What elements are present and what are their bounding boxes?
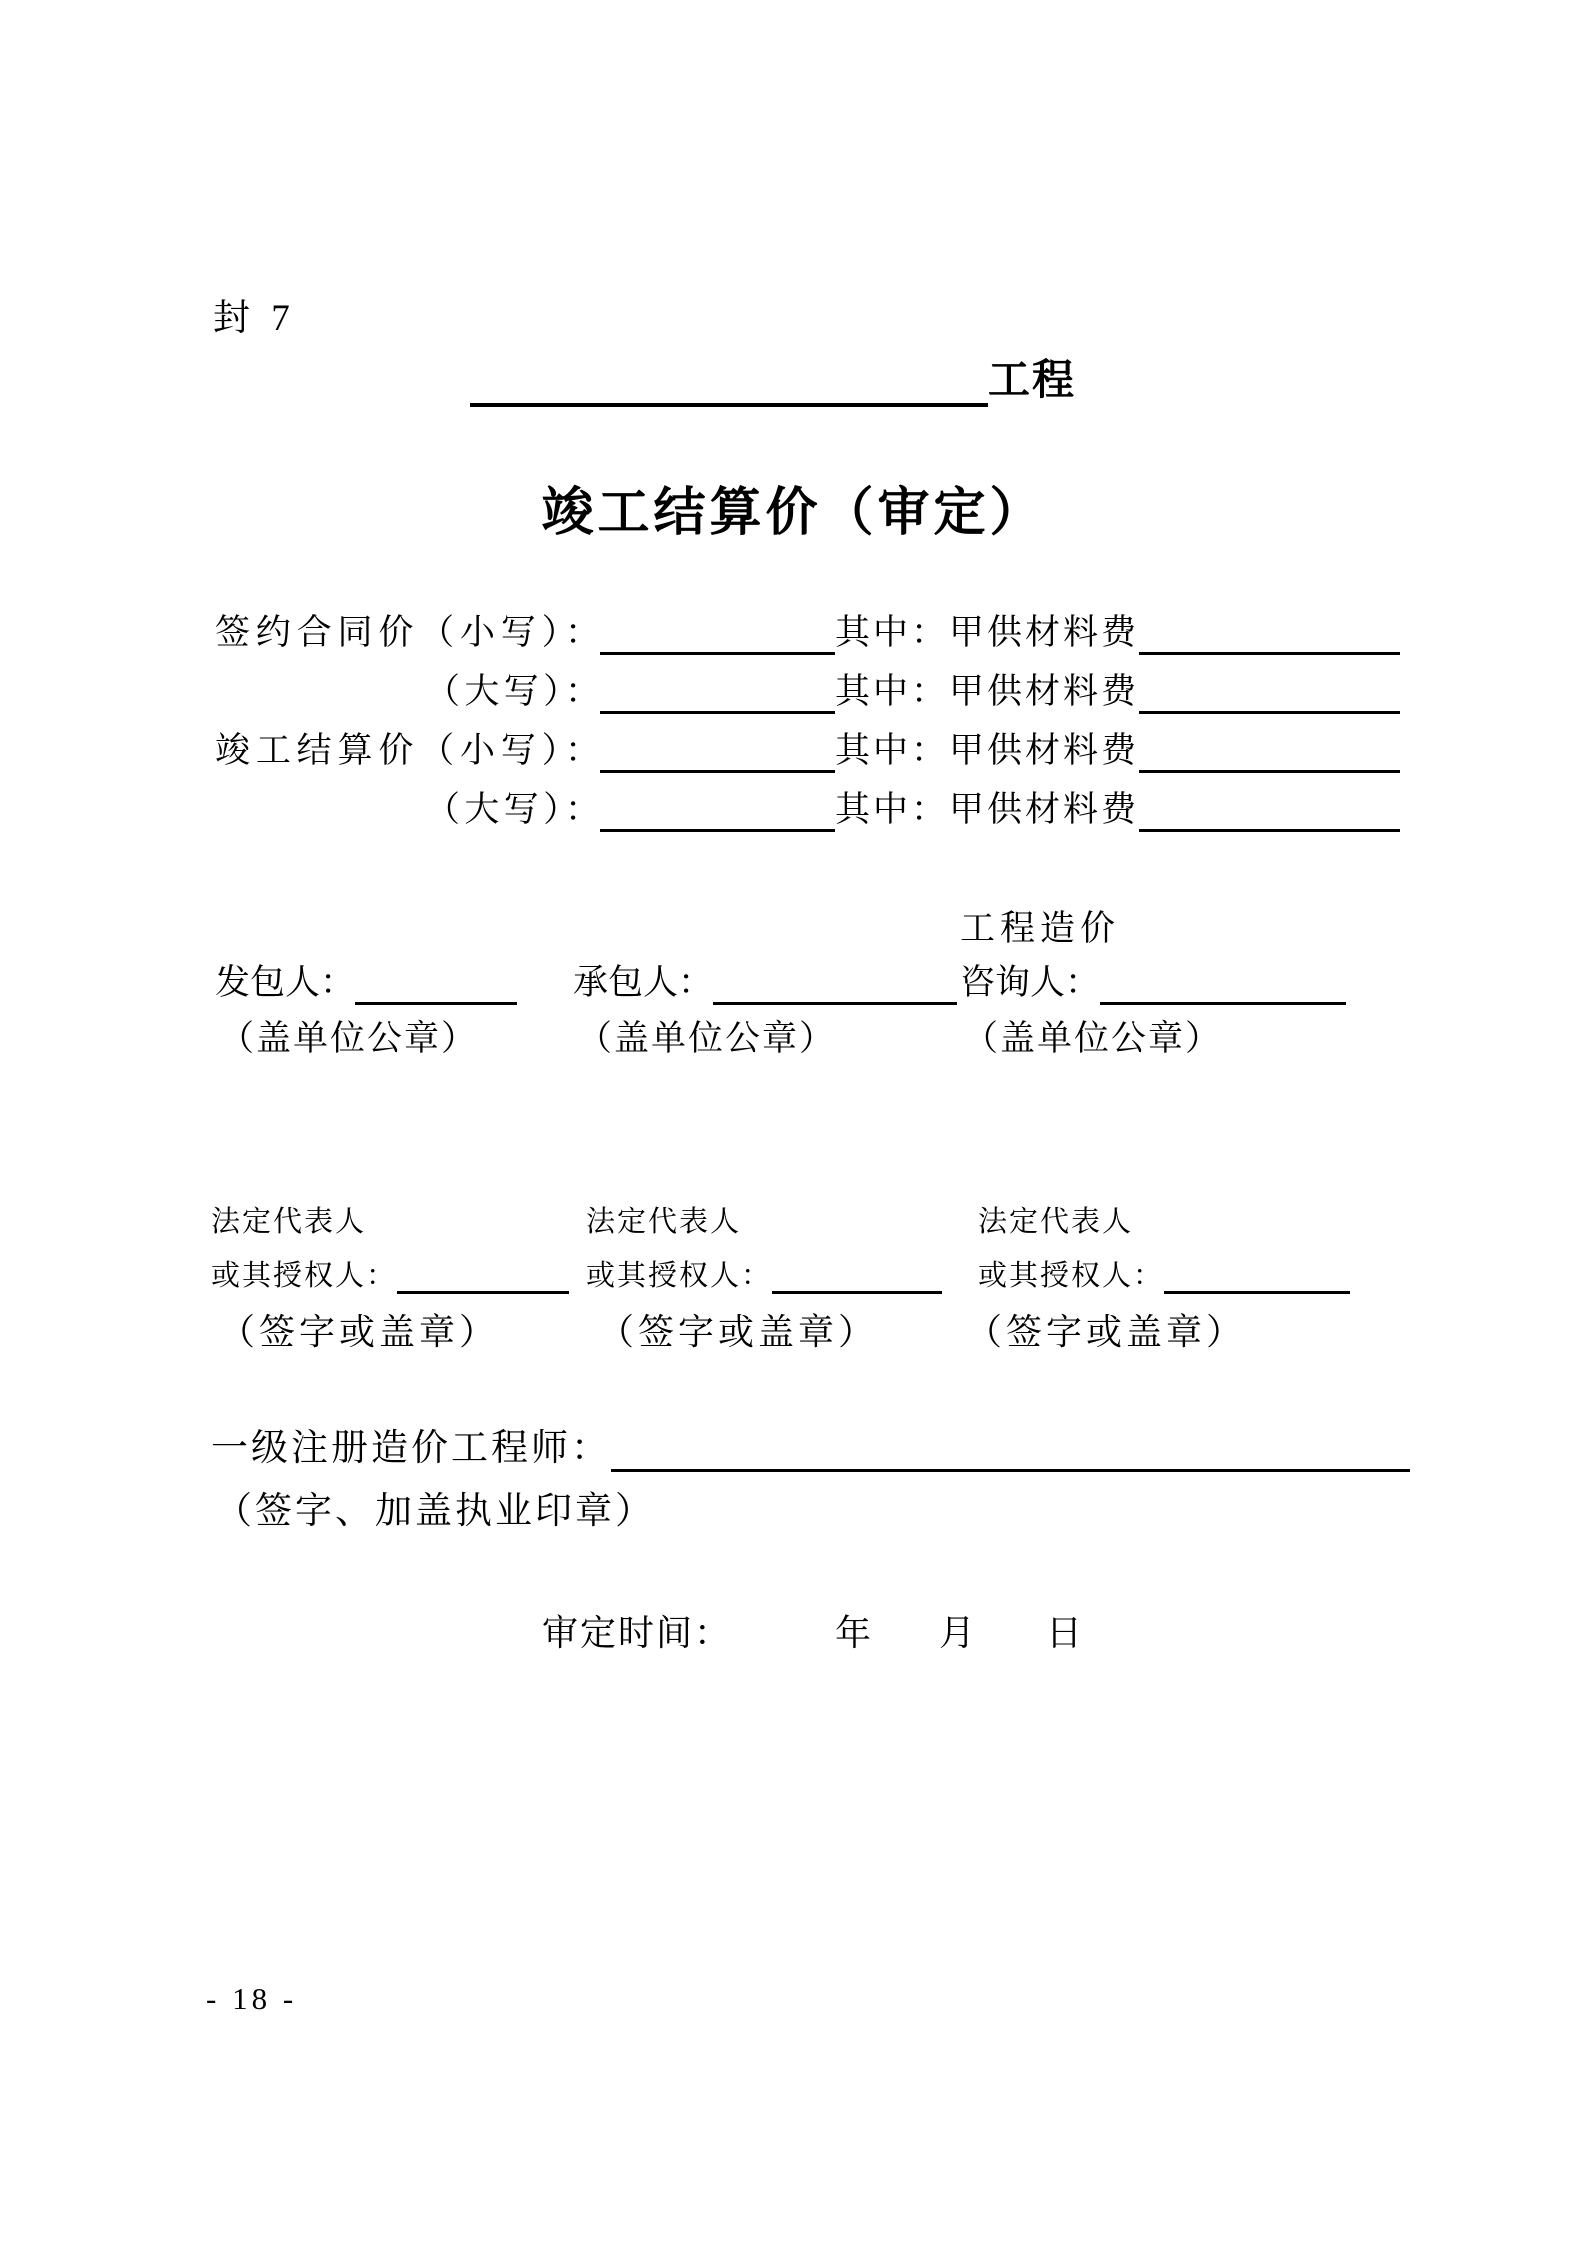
seal-note: （盖单位公章） [577, 1019, 837, 1058]
party-name-blank [355, 1002, 517, 1005]
year-label: 年 [835, 1613, 874, 1653]
party-employer [215, 963, 517, 1005]
signature-blank [772, 1291, 942, 1294]
price-row-label: （大写）： [425, 790, 600, 830]
authorized-agent-label: 或其授权人： [978, 1259, 1165, 1292]
amount-blank [600, 652, 835, 655]
day-label: 日 [1046, 1613, 1085, 1653]
owner-supplied-material-label: 其中：甲供材料费 [835, 613, 1140, 653]
price-row-label: 签约合同价（小写）： [215, 613, 600, 653]
price-row-settlement-numeric [215, 729, 1400, 773]
amount-blank [600, 829, 835, 832]
cost-engineer-line [211, 1426, 1410, 1472]
price-row-label: 竣工结算价（小写）： [215, 731, 600, 771]
party-role-label: 发包人： [215, 963, 356, 1003]
material-amount-blank [1139, 770, 1400, 773]
document-title: 竣工结算价（审定） [541, 485, 1046, 542]
authorized-agent-line [978, 1258, 1350, 1294]
party-contractor [573, 963, 957, 1005]
project-name-line [470, 357, 1080, 407]
project-suffix-label: 工程 [988, 357, 1077, 404]
material-amount-blank [1139, 652, 1400, 655]
party-name-blank [713, 1002, 957, 1005]
party-name-blank [1100, 1002, 1346, 1005]
cost-consultant-prefix-label: 工程造价 [960, 909, 1121, 948]
price-row-contract-words [215, 670, 1400, 714]
signature-blank [397, 1291, 569, 1294]
party-role-label: 咨询人： [960, 963, 1101, 1003]
price-row-contract-numeric [215, 611, 1400, 655]
owner-supplied-material-label: 其中：甲供材料费 [835, 731, 1140, 771]
price-row-label: （大写）： [425, 672, 600, 712]
page-number: - 18 - [206, 1981, 298, 2016]
amount-blank [600, 770, 835, 773]
authorized-agent-line [586, 1258, 942, 1294]
cost-engineer-seal-note: （签字、加盖执业印章） [215, 1491, 655, 1532]
sign-or-seal-note: （签字或盖章） [219, 1312, 500, 1352]
cost-engineer-blank [611, 1469, 1410, 1472]
authorized-agent-label: 或其授权人： [211, 1259, 398, 1292]
legal-representative-label: 法定代表人 [586, 1206, 742, 1238]
cost-engineer-label: 一级注册造价工程师： [211, 1427, 611, 1469]
approval-date-line [542, 1611, 1084, 1651]
amount-blank [600, 711, 835, 714]
seal-note: （盖单位公章） [963, 1019, 1223, 1058]
owner-supplied-material-label: 其中：甲供材料费 [835, 672, 1140, 712]
form-number-label: 封 7 [213, 298, 296, 339]
party-role-label: 承包人： [573, 963, 714, 1003]
owner-supplied-material-label: 其中：甲供材料费 [835, 790, 1140, 830]
seal-note: （盖单位公章） [219, 1019, 479, 1058]
price-row-settlement-words [215, 788, 1400, 832]
signature-blank [1164, 1291, 1350, 1294]
party-consultant [960, 963, 1346, 1005]
authorized-agent-label: 或其授权人： [586, 1259, 773, 1292]
material-amount-blank [1139, 711, 1400, 714]
legal-representative-label: 法定代表人 [978, 1206, 1134, 1238]
legal-representative-label: 法定代表人 [211, 1206, 367, 1238]
approval-date-label: 审定时间： [542, 1613, 733, 1653]
sign-or-seal-note: （签字或盖章） [598, 1312, 879, 1352]
project-name-blank [470, 403, 988, 407]
sign-or-seal-note: （签字或盖章） [966, 1312, 1247, 1352]
month-label: 月 [939, 1613, 978, 1653]
material-amount-blank [1139, 829, 1400, 832]
authorized-agent-line [211, 1258, 569, 1294]
